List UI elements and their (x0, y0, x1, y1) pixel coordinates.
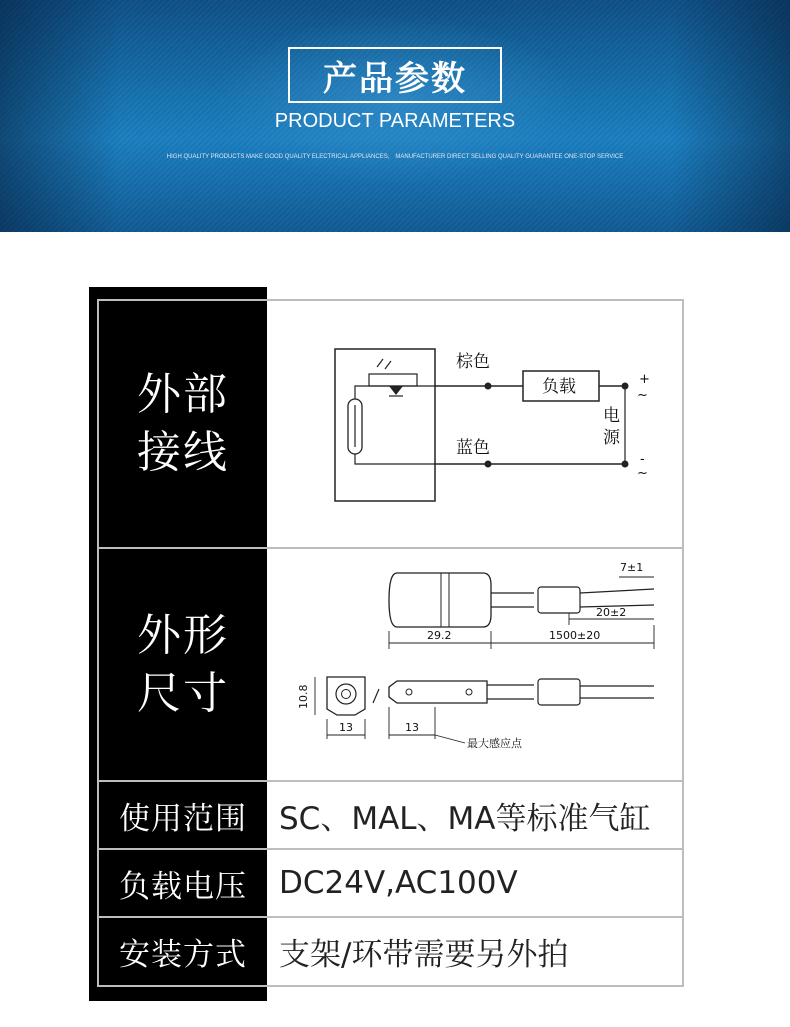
row-label-wiring (99, 301, 267, 547)
title-frame (288, 47, 502, 103)
dim-13-end: 13 (339, 721, 353, 734)
sensor-housing (335, 349, 435, 501)
row-install (99, 918, 682, 985)
power-label-1: 电 (603, 406, 620, 426)
sensor-side-view (389, 679, 654, 705)
row-label-usage: 使用范围 (99, 782, 267, 848)
row-label-dimensions (99, 549, 267, 780)
dim-20: 20±2 (596, 606, 627, 619)
load-label: 负载 (542, 377, 576, 397)
label-line: 尺寸 (137, 667, 229, 719)
wiring-diagram (269, 301, 682, 547)
header-banner (0, 0, 790, 232)
dim-1500: 1500±20 (549, 629, 601, 642)
power-label-2: 源 (603, 428, 620, 448)
tilde-bottom: ~ (637, 466, 648, 481)
sensor-end-view (327, 677, 379, 715)
dim-29: 29.2 (427, 629, 452, 642)
page-subtitle: PRODUCT PARAMETERS (274, 110, 516, 132)
row-label-install: 安装方式 (99, 918, 267, 985)
label-line: 接线 (137, 427, 229, 478)
install-value: 支架/环带需要另外拍 (279, 937, 569, 973)
parameter-table (97, 299, 684, 987)
blue-wire-label: 蓝色 (456, 438, 490, 458)
dim-10-8: 10.8 (297, 684, 310, 709)
page-title: 产品参数 (323, 58, 467, 99)
row-usage (99, 782, 682, 850)
label-line: 外部 (137, 369, 229, 420)
row-label-voltage: 负载电压 (99, 850, 267, 916)
blue-terminal (485, 461, 492, 468)
led-resistor (369, 374, 417, 386)
usage-value: SC、MAL、MA等标准气缸 (279, 800, 651, 837)
row-voltage (99, 850, 682, 918)
brown-wire-label: 棕色 (456, 352, 490, 372)
dim-7: 7±1 (620, 561, 644, 574)
row-dimensions (99, 549, 682, 782)
tilde-top: ~ (637, 388, 648, 403)
dim-13-side: 13 (405, 721, 419, 734)
row-wiring (99, 301, 682, 549)
dimension-drawing (269, 549, 682, 780)
plus-sign: + (639, 372, 650, 387)
banner-tagline: HIGH QUALITY PRODUCTS MAKE GOOD QUALITY ELECTRICAL APPLIANCES， MANUFACTURER DIRECT SELLING QUALITY GUARANTEE ONE-STOP SERVICE (166, 154, 624, 160)
max-sensing-point-label: 最大感应点 (467, 737, 522, 750)
brown-terminal (485, 383, 492, 390)
label-line: 外形 (137, 609, 229, 661)
voltage-value: DC24V,AC100V (279, 865, 518, 901)
minus-sign: - (640, 452, 645, 467)
